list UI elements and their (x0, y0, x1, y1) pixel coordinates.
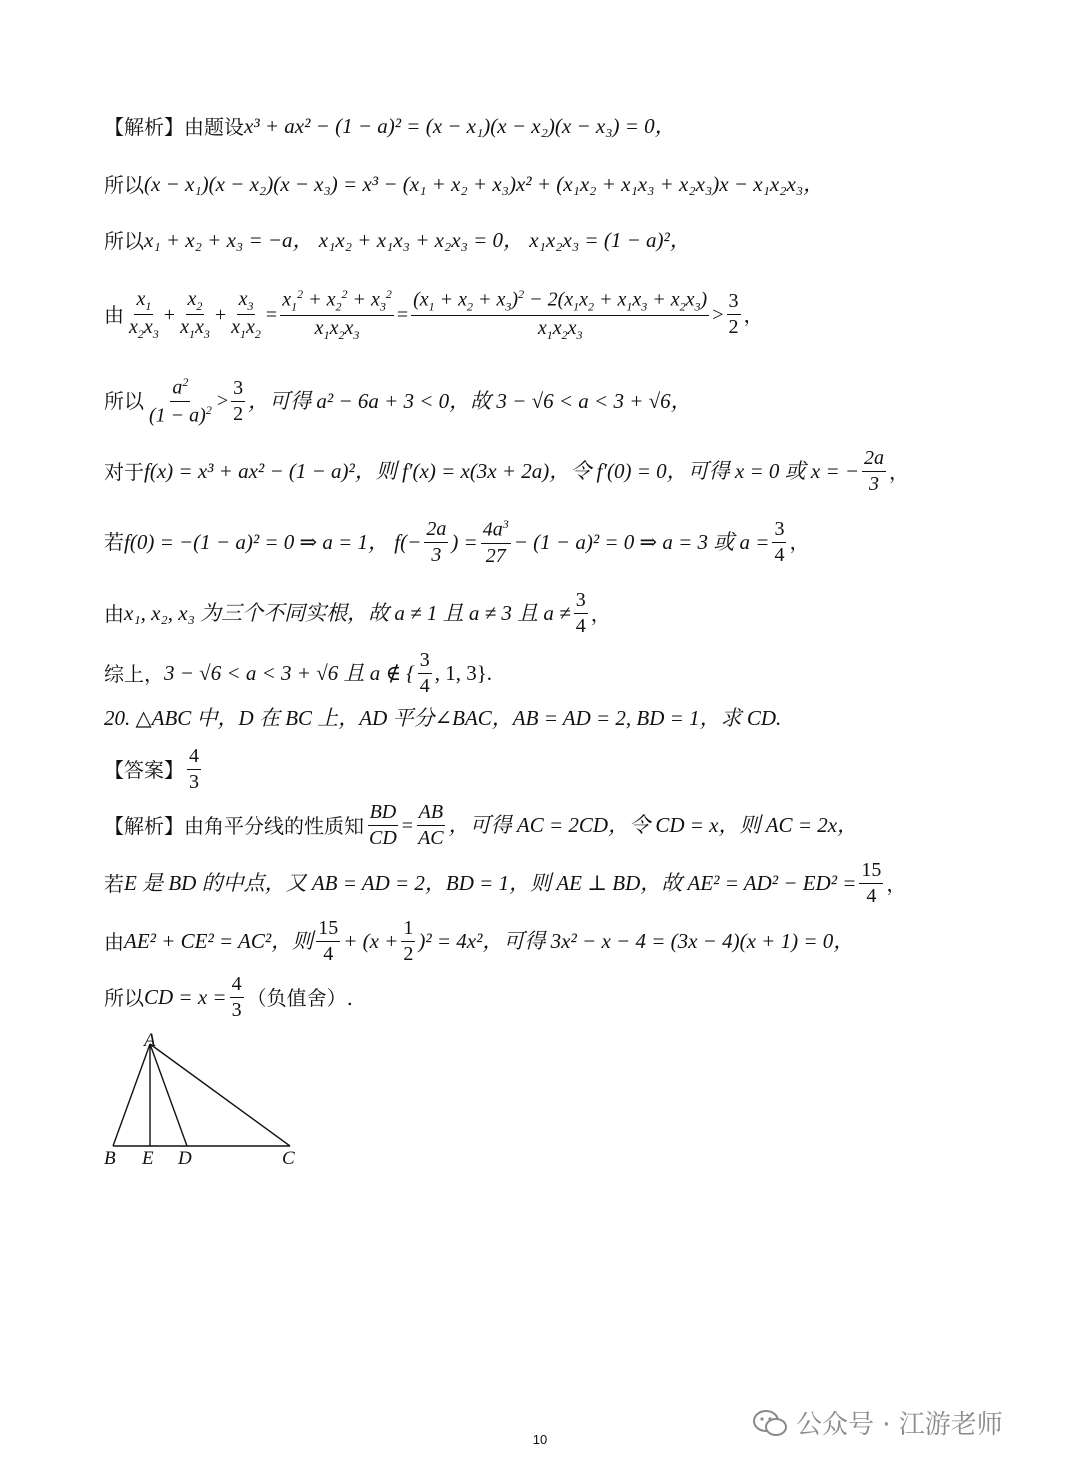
fraction: $\frac{4a^3}{27}$ (482, 517, 509, 567)
fraction: $\frac{2a}{3}$ (864, 447, 885, 495)
p20-sol4 (104, 974, 353, 1021)
p20-sol3 (104, 918, 854, 965)
answer-num: 4 (187, 746, 201, 770)
fraction: $\frac{a^2}{(1 - a)^2}$ (149, 375, 212, 427)
p19-l3-math: x₁ + x₂ + x₃ = −a， x₁x₂ + x₁x₃ + x₂x₃ = 0， x₁x₂x₃ = (1 − a)²， (144, 228, 691, 252)
watermark-text: 公众号 · 江游老师 (796, 1410, 1003, 1440)
analysis-tag: 【解析】 (104, 114, 184, 139)
you-label: 由 (104, 302, 124, 327)
label-B: B (104, 1148, 116, 1169)
fraction: $\frac{15}{4}$ (318, 917, 339, 965)
fraction: $\frac{3}{4}$ (575, 589, 586, 637)
answer-fraction (187, 746, 201, 793)
p20-question-text: 20. △ABC 中，D 在 BC 上，AD 平分∠BAC，AB = AD = 2, BD = 1，求 CD. (104, 706, 782, 730)
fraction: $\frac{1}{2}$ (403, 917, 414, 965)
p20-question (104, 708, 781, 729)
p20-sol1: 【解析】 由角平分线的性质知 $\frac{BD}{CD}$ = $\frac{AB}{AC}$ ，可得 AC = 2CD，令 CD = x，则 AC = 2x， (104, 801, 859, 849)
p20-sol2: 若 E 是 BD 的中点，又 AB = AD = 2，BD = 1，则 AE ⊥ BD，故 AE² = AD² − ED² = $\frac{15}{4}$ ， (104, 859, 907, 907)
side-AC (150, 1044, 290, 1146)
zongshang-label: 综上， (104, 661, 164, 686)
suoyi-label: 所以 (104, 172, 144, 197)
fraction: $\frac{4}{3}$ (231, 973, 242, 1021)
p20-s4-text: CD = x = (144, 985, 227, 1009)
fraction: $\frac{3}{2}$ (728, 290, 739, 339)
fraction: $\frac{BD}{CD}$ (369, 801, 397, 849)
p19-line4: 由 $\frac{x_1}{x_2x_3}$ + $\frac{x_2}{x_1x_3}$ + $\frac{x_3}{x_1x_2}$ = $\frac{x_1^2 + x_2^2 + x_3^2}{x_1x_2x_3}$ = $\frac{(x_1 + x_2 + x_3)^2 - 2(x_1x_2 + x_1x_3 + x_2x_3)}{x_1x_2x_3}$ > $\frac{3}{2}$ ， (104, 287, 764, 343)
p20-s2-text: E 是 BD 的中点，又 AB = AD = 2，BD = 1，则 AE ⊥ BD，故 AE² = AD² − ED² = (124, 871, 857, 895)
p19-l1-math: x³ + ax² − (1 − a)² = (x − x₁)(x − x₂)(x − x₃) = 0， (244, 114, 676, 138)
you-label: 由 (104, 929, 124, 954)
label-C: C (282, 1148, 295, 1169)
fraction: $\frac{x_1^2 + x_2^2 + x_3^2}{x_1x_2x_3}$ (282, 287, 392, 343)
p19-line8: 由 x₁, x₂, x₃ 为三个不同实根，故 a ≠ 1 且 a ≠ 3 且 a ≠ $\frac{3}{4}$ ， (104, 589, 611, 637)
fraction: $\frac{3}{4}$ (419, 649, 430, 697)
p19-l7-mid: ) = (451, 529, 478, 554)
label-A: A (144, 1030, 156, 1051)
label-D: D (178, 1148, 192, 1169)
suoyi-label: 所以 (104, 389, 144, 414)
fraction: $\frac{AB}{AC}$ (418, 801, 444, 849)
fraction: $\frac{x_3}{x_1x_2}$ (231, 287, 261, 342)
comma: ， (743, 302, 764, 327)
ruo-label: 若 (104, 871, 124, 896)
p19-l2-math: (x − x₁)(x − x₂)(x − x₃) = x³ − (x₁ + x₂ + x₃)x² + (x₁x₂ + x₁x₃ + x₂x₃)x − x₁x₂x₃， (144, 172, 825, 196)
p19-line7: 若 f(0) = −(1 − a)² = 0 ⇒ a = 1， f(− $\frac{2a}{3}$ ) = $\frac{4a^3}{27}$ − (1 − a)² = 0 ⇒ a = 3 或 a = $\frac{3}{4}$ ， (104, 517, 810, 567)
p20-s3-tail: )² = 4x²，可得 3x² − x − 4 = (3x − 4)(x + 1) = 0， (418, 929, 855, 953)
side-AB (113, 1044, 150, 1146)
fraction: $\frac{15}{4}$ (861, 859, 882, 907)
fraction: $\frac{x_2}{x_1x_3}$ (180, 287, 210, 342)
suoyi-label: 所以 (104, 228, 144, 253)
duiyu-label: 对于 (104, 459, 144, 484)
analysis-tag: 【解析】 (104, 813, 184, 838)
p19-line6: 对于 f(x) = x³ + ax² − (1 − a)²，则 f′(x) = x(3x + 2a)，令 f′(0) = 0，可得 x = 0 或 x = − $\frac{2a}{3}$ ， (104, 447, 910, 495)
p19-l7-math: f(0) = −(1 − a)² = 0 ⇒ a = 1， f(− (124, 529, 422, 554)
p19-l9-tail: , 1, 3}. (434, 661, 493, 685)
answer-tag: 【答案】 (104, 757, 184, 782)
p19-line1 (104, 116, 676, 137)
p20-s1-prefix: 由角平分线的性质知 (184, 813, 364, 838)
fraction: $\frac{2a}{3}$ (426, 517, 447, 566)
fraction: $\frac{(x_1 + x_2 + x_3)^2 - 2(x_1x_2 + x_1x_3 + x_2x_3)}{x_1x_2x_3}$ (413, 287, 708, 343)
ruo-label: 若 (104, 530, 124, 555)
p19-l8-text: x₁, x₂, x₃ 为三个不同实根，故 a ≠ 1 且 a ≠ 3 且 a ≠ (124, 601, 571, 625)
p19-line5: 所以 $\frac{a^2}{(1 - a)^2}$ > $\frac{3}{2}$ ，可得 a² − 6a + 3 < 0，故 3 − √6 < a < 3 + √6， (104, 375, 692, 427)
p19-line2 (104, 174, 824, 195)
p20-s3-text: AE² + CE² = AC²，则 (124, 929, 314, 953)
p19-line3 (104, 230, 691, 251)
segment-AD (150, 1044, 187, 1146)
p19-l6-math: f(x) = x³ + ax² − (1 − a)²，则 f′(x) = x(3x + 2a)，令 f′(0) = 0，可得 x = 0 或 x = − (144, 459, 860, 483)
p19-l5-mid: ，可得 a² − 6a + 3 < 0，故 3 − √6 < a < 3 + √6， (248, 388, 692, 413)
fraction: $\frac{3}{4}$ (774, 517, 785, 566)
p19-line9 (104, 650, 492, 697)
p20-s1-tail: ，可得 AC = 2CD，令 CD = x，则 AC = 2x， (448, 813, 859, 837)
p19-l1-prefix: 由题设 (184, 114, 244, 139)
p20-s4-tail: （负值舍）. (246, 985, 353, 1010)
triangle-figure (100, 1030, 320, 1170)
p20-s3-mid: + (x + (343, 929, 399, 953)
suoyi-label: 所以 (104, 985, 144, 1010)
p19-l7-tail: − (1 − a)² = 0 ⇒ a = 3 或 a = (513, 529, 770, 554)
fraction: $\frac{x_1}{x_2x_3}$ (129, 287, 159, 342)
answer-den: 3 (189, 771, 199, 793)
p20-answer (104, 746, 204, 793)
label-E: E (142, 1148, 154, 1169)
p19-l9-text: 3 − √6 < a < 3 + √6 且 a ∉ { (164, 661, 415, 685)
page-number: 10 (532, 1432, 548, 1447)
fraction: $\frac{3}{2}$ (233, 376, 244, 425)
you-label: 由 (104, 601, 124, 626)
